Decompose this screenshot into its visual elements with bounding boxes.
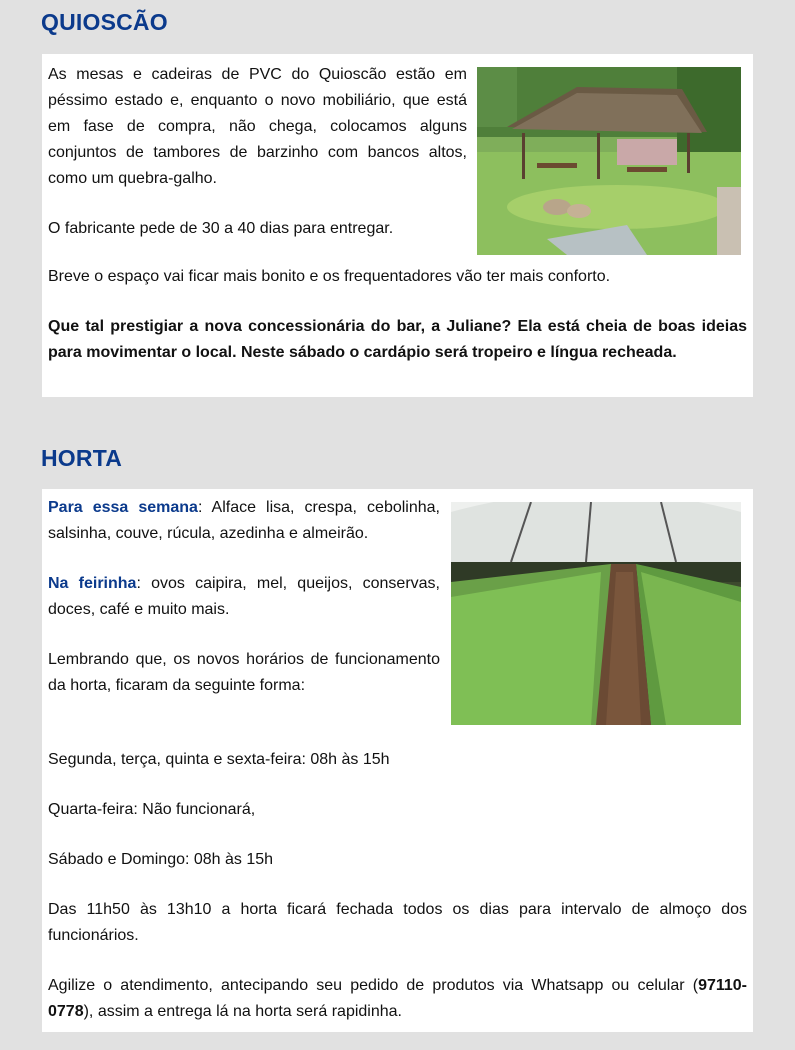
horta-reminder: Lembrando que, os novos horários de funcionamento da horta, ficaram da seguinte forma: bbox=[48, 651, 440, 694]
horta-fair-paragraph bbox=[48, 571, 440, 623]
horta-text-intro bbox=[48, 495, 440, 699]
contact-text-before: Agilize o atendimento, antecipando seu pedido de produtos via Whatsapp ou celular ( bbox=[48, 977, 699, 994]
quiosque-paragraph-1: As mesas e cadeiras de PVC do Quioscão estão em péssimo estado e, enquanto o novo mobiliário, que está em fase de compra, não chega, colocamos alguns conjuntos de tambores de barzinho com bancos altos, como um quebra-galho. bbox=[48, 66, 467, 187]
week-products: : Alface lisa, crespa, cebolinha, salsinha, couve, rúcula, azedinha e almeirão. bbox=[48, 499, 440, 542]
quiosque-text-rest bbox=[48, 264, 747, 366]
quiosque-paragraph-2: O fabricante pede de 30 a 40 dias para entregar. bbox=[48, 220, 394, 237]
contact-paragraph bbox=[48, 973, 747, 1025]
fair-products: : ovos caipira, mel, queijos, conservas, doces, café e muito mais. bbox=[48, 575, 441, 618]
horta-text-rest bbox=[48, 747, 747, 1025]
schedule-wednesday: Quarta-feira: Não funcionará, bbox=[48, 801, 256, 818]
section-title-horta: HORTA bbox=[41, 445, 123, 471]
lunch-break-notice: Das 11h50 às 13h10 a horta ficará fechada todos os dias para intervalo de almoço dos funcionários. bbox=[48, 901, 747, 944]
contact-text-after: ), assim a entrega lá na horta será rapidinha. bbox=[83, 1003, 402, 1020]
section-title-quiosque: QUIOSCÃO bbox=[41, 9, 168, 35]
horta-card bbox=[42, 489, 753, 1032]
quiosque-paragraph-4: Que tal prestigiar a nova concessionária do bar, a Juliane? Ela está cheia de boas ideias para movimentar o local. Neste sábado o cardápio será tropeiro e língua recheada. bbox=[48, 318, 747, 361]
horta-week-paragraph bbox=[48, 495, 440, 547]
quiosque-card bbox=[42, 54, 753, 397]
quiosque-paragraph-3: Breve o espaço vai ficar mais bonito e os frequentadores vão ter mais conforto. bbox=[48, 268, 611, 285]
week-label: Para essa semana bbox=[48, 499, 198, 516]
fair-label: Na feirinha bbox=[48, 575, 137, 592]
schedule-weekend: Sábado e Domingo: 08h às 15h bbox=[48, 851, 274, 868]
contact-phone: 97110-0778 bbox=[48, 977, 747, 1020]
quiosque-text-intro bbox=[48, 62, 467, 242]
schedule-weekdays: Segunda, terça, quinta e sexta-feira: 08h às 15h bbox=[48, 751, 390, 768]
greenhouse-photo bbox=[451, 502, 741, 725]
kiosk-photo bbox=[477, 67, 741, 255]
